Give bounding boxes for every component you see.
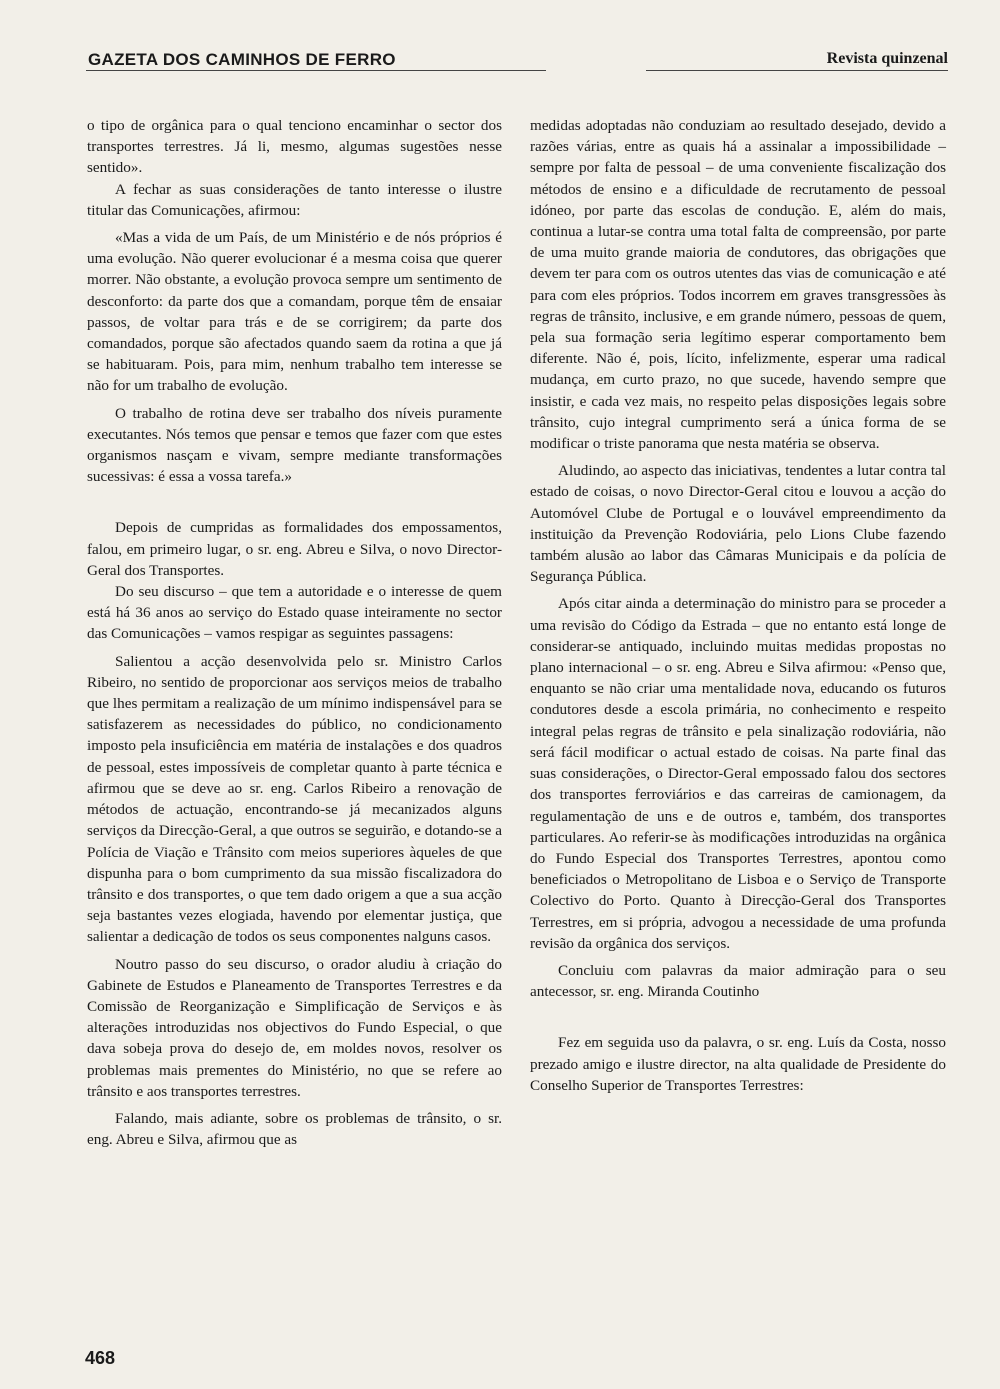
paragraph: Do seu discurso – que tem a autoridade e o interesse de quem está há 36 anos ao serviço do Estado quase inteiramente no sector das Comunicações – vamos respigar as seguintes passagens:	[87, 583, 502, 643]
journal-subtitle: Revista quinzenal	[826, 50, 948, 67]
paragraph: Falando, mais adiante, sobre os problemas de trânsito, o sr. eng. Abreu e Silva, afirmou que as	[87, 1109, 502, 1149]
paragraph: A fechar as suas considerações de tanto interesse o ilustre titular das Comunicações, afirmou:	[87, 180, 502, 219]
paragraph: Fez em seguida uso da palavra, o sr. eng. Luís da Costa, nosso prezado amigo e ilustre director, na alta qualidade de Presidente do Conselho Superior de Transportes Terrestres:	[530, 1034, 946, 1094]
journal-title: GAZETA DOS CAMINHOS DE FERRO	[88, 50, 396, 69]
quote-paragraph: O trabalho de rotina deve ser trabalho dos níveis puramente executantes. Nós temos que pensar e temos que fazer com que estes organismos nasçam e vivam, sempre mediante transformações sucessivas: é essa a vossa tarefa.»	[87, 404, 502, 486]
paragraph: o tipo de orgânica para o qual tenciono encaminhar o sector dos transportes terrestres. Já li, mesmo, algumas sugestões nesse sentido».	[87, 117, 502, 177]
paragraph: Depois de cumpridas as formalidades dos empossamentos, falou, em primeiro lugar, o sr. eng. Abreu e Silva, o novo Director-Geral dos Transportes.	[87, 519, 502, 579]
paragraph: Aludindo, ao aspecto das iniciativas, tendentes a lutar contra tal estado de coisas, o novo Director-Geral citou e louvou a acção do Automóvel Clube de Portugal e o louvável empreendimento da instituição da Prevenção Rodoviária, pelo Lions Clube fazendo também alusão ao labor das Câmaras Municipais e da polícia de Segurança Pública.	[530, 462, 946, 586]
header-rule-left	[86, 70, 546, 71]
header-rule-right	[646, 70, 948, 71]
paragraph: Após citar ainda a determinação do ministro para se proceder a uma revisão do Código da Estrada – que no entanto está longe de considerar-se antiquado, incluindo muitas medidas propostas no plano internacional – o sr. eng. Abreu e Silva afirmou: «Penso que, enquanto se não criar uma mentalidade nova, educando os futuros condutores desde a escola primária, no conhecimento e respeito integral pelas regras de trânsito e pela sinalização rodoviária, não será fácil modificar o actual estado de coisas. Na parte final das suas considerações, o Director-Geral empossado falou dos sectores dos transportes ferroviários e das carreiras de camionagem, da regulamentação de uns e de outros e, também, dos transportes particulares. Ao referir-se às modificações introduzidas na orgânica do Fundo Especial dos Transportes Terrestres, apontou como beneficiados o Metropolitano de Lisboa e o Serviço de Transporte Colectivo do Porto. Quanto à Direcção-Geral dos Transportes Terrestres, em si própria, advogou a necessidade de uma profunda revisão da orgânica dos serviços.	[530, 595, 946, 952]
paragraph: Noutro passo do seu discurso, o orador aludiu à criação do Gabinete de Estudos e Planeamento de Transportes Terrestres e da Comissão de Reorganização e Simplificação de Serviços e às alterações introduzidas nos objectivos do Fundo Especial, o que dava sobeja prova do desejo de, em moldes novos, resolver os problemas mais prementes do Ministério, no que se refere ao trânsito e aos transportes terrestres.	[87, 955, 502, 1100]
quote-paragraph: «Mas a vida de um País, de um Ministério e de nós próprios é uma evolução. Não querer evolucionar é a mesma coisa que querer morrer. Não obstante, a evolução provoca sempre um sentimento de desconforto: da parte dos que a comandam, porque têm de ensaiar passos, de voltar para trás e de se corrigirem; da parte dos comandados, porque são afectados quando saem da rotina a que já se habituaram. Pois, para mim, nenhum trabalho tem interesse se não for um trabalho de evolução.	[87, 229, 502, 395]
page-number: 468	[85, 1348, 116, 1368]
paragraph: Concluiu com palavras da maior admiração para o seu antecessor, sr. eng. Miranda Coutinho	[530, 961, 946, 1001]
left-column	[87, 115, 502, 1150]
paragraph: medidas adoptadas não conduziam ao resultado desejado, devido a razões várias, entre as quais há a assinalar a impossibilidade – sempre por falta de pessoal – de uma conveniente fiscalização dos métodos de ensino e a dificuldade de recrutamento de pessoal idóneo, por parte das escolas de condução. E, além do mais, continua a lutar-se contra uma total falta de compreensão, por parte de uma muito grande maioria de condutores, das obrigações que devem ter para com os outros utentes das vias de comunicação e até para com eles próprios. Todos incorrem em graves transgressões às regras de trânsito, inclusive, e em grande número, pessoas de quem, pela sua formação seria legítimo esperar comportamento bem diferente. Não é, pois, lícito, infelizmente, esperar uma radical mudança, em curto prazo, no que sucede, havendo sempre que insistir, e cada vez mais, no respeito pelas disposições legais sobre trânsito, cujo integral cumprimento será a única forma de se modificar o triste panorama que nesta matéria se observa.	[530, 117, 946, 453]
paragraph: Salientou a acção desenvolvida pelo sr. Ministro Carlos Ribeiro, no sentido de proporcionar aos serviços meios de trabalho que lhes permitam a realização de um mínimo indispensável para se satisfazerem as necessidades do público, no condicionamento imposto pela insuficiência em matéria de instalações e dos quadros de pessoal, estes impossíveis de completar quanto à parte técnica e afirmou que se deve ao sr. eng. Carlos Ribeiro a renovação de métodos de actuação, encontrando-se já mecanizados alguns serviços da Direcção-Geral, a que outros se seguirão, e dotando-se a Polícia de Viação e Trânsito com meios superiores àqueles de que dispunha para o bom cumprimento da sua missão fiscalizadora do trânsito e dos transportes, o que tem dado origem a que a sua acção seja bastantes vezes elogiada, havendo por elementar justiça, que salientar a dedicação de todos os seus componentes nalguns casos.	[87, 652, 502, 946]
page-header	[86, 44, 948, 72]
right-column	[530, 115, 946, 1096]
